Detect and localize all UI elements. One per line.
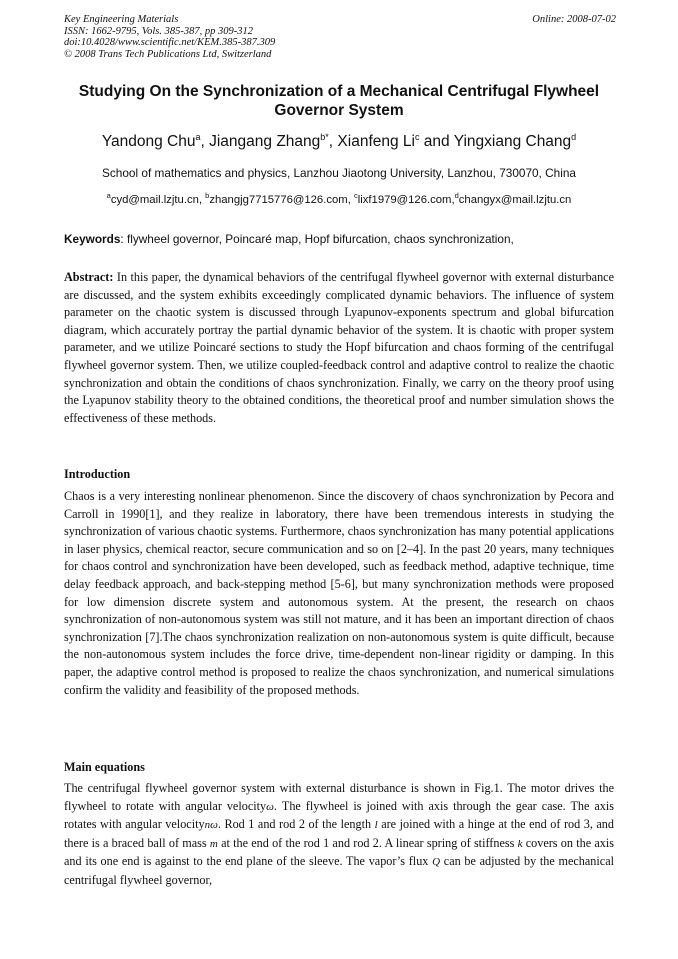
flux-symbol: Q [432, 856, 441, 869]
email-address: zhangjg7715776@126.com, [209, 194, 354, 206]
online-date: Online: 2008-07-02 [532, 14, 616, 25]
keywords-line [64, 232, 624, 247]
mass-symbol: m [209, 837, 218, 850]
text-run: covers on the axis and its one end is against to the end plane of the sleeve. The vapor’s flux [64, 835, 614, 869]
main-equations-paragraph [64, 780, 614, 890]
email-address: changyx@mail.lzjtu.cn [458, 194, 572, 206]
text-run: The centrifugal flywheel governor system with external disturbance is shown in Fig.1. The motor drives the flywheel to rotate with angular velocity [64, 781, 614, 813]
n-omega-symbol: nω [204, 819, 218, 832]
text-run: . The flywheel is joined with axis through the gear case. The axis rotates with angular velocity [64, 798, 614, 832]
email-mark: d [454, 191, 459, 201]
stiffness-symbol: k [517, 837, 523, 850]
abstract-label: Abstract: [64, 270, 114, 284]
issn-line: ISSN: 1662-9795, Vols. 385-387, pp 309-312 [64, 25, 253, 37]
length-symbol: l [374, 819, 378, 832]
author-separator: , [200, 133, 210, 150]
abstract-text: In this paper, the dynamical behaviors of the centrifugal flywheel governor with external disturbance are discussed, and the system exhibits exceedingly complicated dynamic behaviors. The influence of system parameter on the chaotic system is discussed through Lyapunov-exponents spectrum and global bifurcation diagram, which accurately portray the partial dynamic behavior of the system. It is chaotic with proper system parameter, and we utilize Poincaré sections to study the Hopf bifurcation and chaos forming of the centrifugal flywheel governor system. Then, we utilize coupled-feedback control and adaptive control to realize the chaotic synchronization and obtain the conditions of chaos synchronization. Finally, we carry on the theory proof using the Lyapunov stability theory to the obtained conditions, the theoretical proof and number simulation shows the effectiveness of these methods. [64, 270, 614, 425]
author-affil-mark: d [571, 131, 577, 142]
text-run: are joined with a hinge at the end of rod 3, and there is a braced ball of mass [64, 817, 614, 850]
copyright-line: © 2008 Trans Tech Publications Ltd, Switzerland [64, 48, 272, 60]
affiliation: School of mathematics and physics, Lanzhou Jiaotong University, Lanzhou, 730070, China [102, 166, 576, 180]
email-mark: c [353, 191, 358, 201]
email-list [40, 193, 638, 208]
keywords-label: Keywords [64, 232, 121, 246]
text-run: can be adjusted by the mechanical centrifugal flywheel governor, [64, 854, 614, 887]
text-run: . Rod 1 and rod 2 of the length [217, 817, 375, 832]
author-affil-mark: b* [320, 131, 329, 142]
omega-symbol: ω [266, 800, 274, 813]
keywords-text: : flywheel governor, Poincaré map, Hopf bifurcation, chaos synchronization, [120, 232, 514, 246]
author-affil-mark: c [414, 131, 420, 142]
introduction-heading: Introduction [64, 467, 131, 481]
author-separator: and [419, 133, 454, 150]
abstract [64, 269, 614, 427]
doi-line: doi:10.4028/www.scientific.net/KEM.385-387.309 [64, 37, 276, 48]
author-name: Jiangang Zhang [209, 133, 321, 150]
author-name: Yandong Chu [101, 133, 196, 150]
journal-name: Key Engineering Materials [64, 14, 179, 25]
email-mark: a [106, 191, 111, 201]
email-address: cyd@mail.lzjtu.cn, [110, 194, 206, 206]
paper-title: Studying On the Synchronization of a Mechanical Centrifugal Flywheel Governor System [78, 83, 600, 119]
author-separator: , [328, 133, 338, 150]
journal-header [64, 14, 275, 60]
introduction-paragraph: Chaos is a very interesting nonlinear phenomenon. Since the discovery of chaos synchronization by Pecora and Carroll in 1990[1], and they realize in laboratory, there have been tremendous interests in studying the synchronization of various chaotic systems. Furthermore, chaos synchronization has many potential applications in laser physics, chemical reactor, secure communication and so on [2–4]. In the past 20 years, many techniques for chaos control and synchronization have been developed, such as feedback method, adaptive technique, time delay feedback approach, and back-stepping method [5-6], but many synchronization methods were proposed for low dimension discrete system and autonomous system. At the present, the research on chaos synchronization of non-autonomous system was still not mature, and it has been an important direction of chaos synchronization [7].The chaos synchronization realization on non-autonomous system is quite difficult, because the non-autonomous system includes the force drive, time-dependent non-linear rigidity or damping. In this paper, the adaptive control method is proposed to realize the chaos synchronization, and numerical simulations confirm the validity and feasibility of the proposed methods. [64, 489, 614, 697]
email-address: lixf1979@126.com, [357, 194, 455, 206]
main-equations-heading: Main equations [64, 760, 145, 774]
text-run: at the end of the rod 1 and rod 2. A linear spring of stiffness [217, 835, 518, 850]
author-name: Xianfeng Li [337, 133, 415, 150]
author-name: Yingxiang Chang [453, 133, 572, 150]
author-list [40, 132, 638, 152]
author-affil-mark: a [195, 131, 201, 142]
email-mark: b [205, 191, 210, 201]
